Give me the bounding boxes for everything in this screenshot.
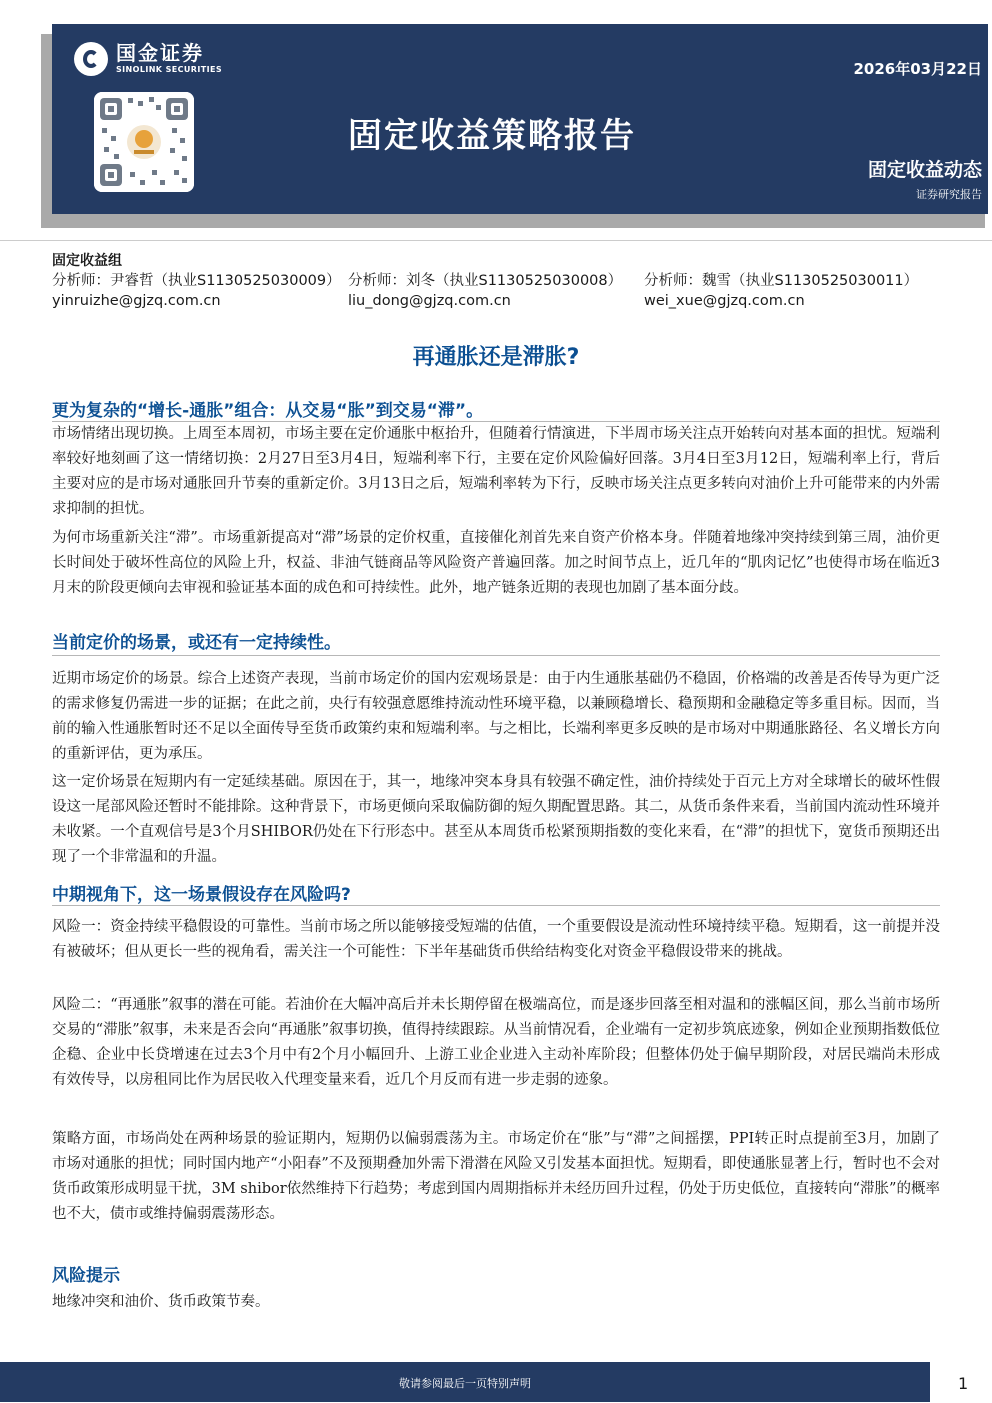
author-3: 分析师：魏雪（执业S1130525030011）: [644, 273, 919, 289]
report-subtitle: 证券研究报告: [916, 188, 982, 201]
report-type: 固定收益动态: [867, 159, 982, 181]
brand-logo: [74, 42, 222, 76]
section-heading-risk: 风险提示: [52, 1266, 120, 1286]
section-heading-1: 更为复杂的“增长-通胀”组合：从交易“胀”到交易“滞”。: [52, 401, 484, 421]
author-lines: [52, 271, 952, 291]
brand-logo-icon: [74, 42, 108, 76]
section-rule-3: [52, 905, 940, 906]
author-1-email[interactable]: yinruizhe@gjzq.com.cn: [52, 293, 221, 309]
document-title: 再通胀还是滞胀?: [412, 345, 580, 370]
paragraph: 风险二：“再通胀”叙事的潜在可能。若油价在大幅冲高后并未长期停留在极端高位，而是逐步回落至相对温和的涨幅区间，那么当前市场所交易的“滞胀”叙事，未来是否会向“再通胀”叙事切换，值得持续跟踪。从当前情况看，企业端有一定初步筑底迹象，例如企业预期指数低位企稳、企业中长贷增速在过去3个月中有2个月小幅回升、上游工业企业进入主动补库阶段；但整体仍处于偏早期阶段，对居民端尚未形成有效传导，以房租同比作为居民收入代理变量来看，近几个月反而有进一步走弱的迹象。: [52, 997, 940, 1088]
author-3-email[interactable]: wei_xue@gjzq.com.cn: [644, 293, 805, 309]
footer-disclaimer: 敬请参阅最后一页特别声明: [399, 1377, 531, 1390]
section-heading-3: 中期视角下，这一场景假设存在风险吗?: [52, 885, 351, 905]
section-heading-2: 当前定价的场景，或还有一定持续性。: [52, 633, 341, 653]
brand-name-en: SINOLINK SECURITIES: [116, 65, 222, 74]
team-name: 固定收益组: [52, 253, 122, 269]
report-date: 2026年03月22日: [853, 60, 982, 78]
header-banner: [52, 24, 988, 214]
author-2: 分析师：刘冬（执业S1130525030008）: [348, 273, 623, 289]
brand-name-cn: 国金证券: [116, 41, 204, 65]
paragraph: 市场情绪出现切换。上周至本周初，市场主要在定价通胀中枢抬升，但随着行情演进，下半周市场关注点开始转向对基本面的担忧。短端利率较好地刻画了这一情绪切换：2月27日至3月4日，短端利率下行，主要在定价风险偏好回落。3月4日至3月12日，短端利率上行，背后主要对应的是市场对通胀回升节奏的重新定价。3月13日之后，短端利率转为下行，反映市场关注点更多转向对油价上升可能带来的内外需求抑制的担忧。: [52, 426, 940, 517]
paragraph: 为何市场重新关注“滞”。市场重新提高对“滞”场景的定价权重，直接催化剂首先来自资产价格本身。伴随着地缘冲突持续到第三周，油价更长时间处于破坏性高位的风险上升，权益、非油气链商品等风险资产普遍回落。加之时间节点上，近几年的“肌肉记忆”也使得市场在临近3月末的阶段更倾向去审视和验证基本面的成色和可持续性。此外，地产链条近期的表现也加剧了基本面分歧。: [52, 530, 940, 596]
page-number: 1: [958, 1374, 969, 1393]
paragraph: 近期市场定价的场景。综合上述资产表现，当前市场定价的国内宏观场景是：由于内生通胀基础仍不稳固，价格端的改善是否传导为更广泛的需求修复仍需进一步的证据；在此之前，央行有较强意愿维持流动性环境平稳，以兼顾稳增长、稳预期和金融稳定等多重目标。因而，当前的输入性通胀暂时还不足以全面传导至货币政策约束和短端利率。与之相比，长端利率更多反映的是市场对中期通胀路径、名义增长方向的重新评估，更为承压。: [52, 671, 940, 762]
qr-code-icon: [94, 92, 194, 192]
paragraph: 策略方面，市场尚处在两种场景的验证期内，短期仍以偏弱震荡为主。市场定价在“胀”与“滞”之间摇摆，PPI转正时点提前至3月，加剧了市场对通胀的担忧；同时国内地产“小阳春”不及预期叠加外需下滑潜在风险又引发基本面担忧。短期看，即使通胀显著上行，暂时也不会对货币政策形成明显干扰，3M shibor依然维持下行趋势；考虑到国内周期指标并未经历回升过程，仍处于历史低位，直接转向“滞胀”的概率也不大，债市或维持偏弱震荡形态。: [52, 1131, 940, 1222]
report-title: 固定收益策略报告: [348, 116, 636, 156]
author-1: 分析师：尹睿哲（执业S1130525030009）: [52, 273, 341, 289]
paragraph: 风险一：资金持续平稳假设的可靠性。当前市场之所以能够接受短端的估值，一个重要假设是流动性环境持续平稳。短期看，这一前提并没有被破坏；但从更长一些的视角看，需关注一个可能性：下半年基础货币供给结构变化对资金平稳假设带来的挑战。: [52, 919, 940, 960]
author-block: [52, 251, 952, 311]
header-divider: [0, 240, 992, 241]
section-rule-2: [52, 655, 940, 656]
author-2-email[interactable]: liu_dong@gjzq.com.cn: [348, 293, 511, 309]
paragraph: 这一定价场景在短期内有一定延续基础。原因在于，其一，地缘冲突本身具有较强不确定性，油价持续处于百元上方对全球增长的破坏性假设这一尾部风险还暂时不能排除。这种背景下，市场更倾向采取偏防御的短久期配置思路。其二，从货币条件来看，当前国内流动性环境并未收紧。一个直观信号是3个月SHIBOR仍处在下行形态中。甚至从本周货币松紧预期指数的变化来看，在“滞”的担忧下，宽货币预期还出现了一个非常温和的升温。: [52, 774, 940, 865]
author-emails: [52, 291, 952, 311]
paragraph: 地缘冲突和油价、货币政策节奏。: [52, 1294, 270, 1310]
